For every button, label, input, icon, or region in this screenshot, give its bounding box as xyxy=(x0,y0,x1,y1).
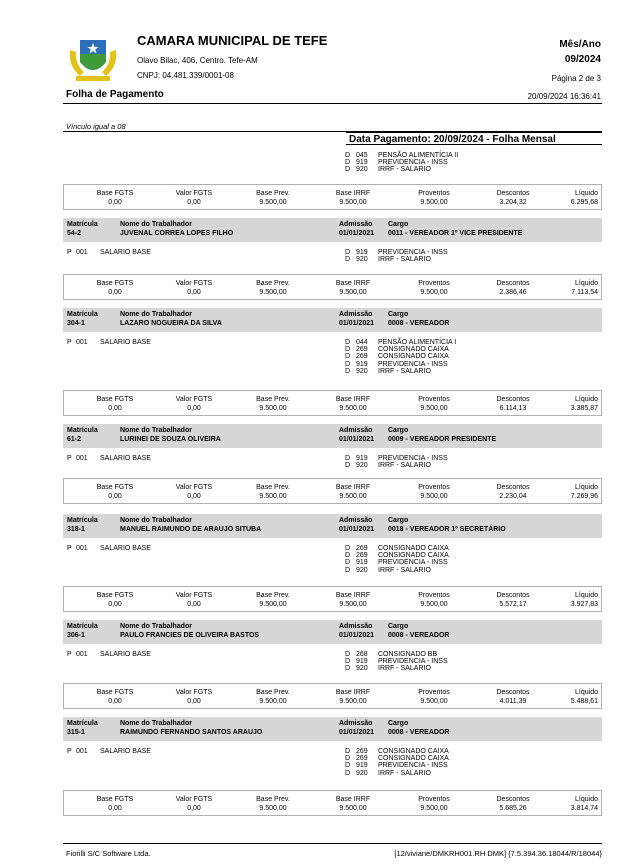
totals-label-base-irrf: Base IRRF xyxy=(335,280,371,287)
totals-box xyxy=(63,390,602,416)
totals-label-proventos: Proventos xyxy=(418,190,450,197)
totals-box xyxy=(63,184,602,210)
event-type: D xyxy=(345,166,351,174)
totals-label-valor-fgts: Valor FGTS xyxy=(175,396,213,403)
totals-label-base-fgts: Base FGTS xyxy=(96,190,134,197)
totals-value-base-prev: 9.500,00 xyxy=(259,289,287,296)
totals-value-base-fgts: 0,00 xyxy=(108,405,122,412)
event-code: 920 xyxy=(356,566,368,574)
employee-matricula: 315-1 xyxy=(67,729,85,736)
event-description: CONSIGNADO CAIXA xyxy=(378,755,449,763)
totals-value-descontos: 5.572,17 xyxy=(499,601,527,608)
employee-header xyxy=(63,424,602,448)
employee-header xyxy=(63,308,602,332)
employee-name: MANUEL RAIMUNDO DE ARAUJO SITUBA xyxy=(120,526,262,533)
employee-matricula: 318-1 xyxy=(67,526,85,533)
event-description: IRRF - SALARIO xyxy=(378,769,431,777)
totals-label-descontos: Descontos xyxy=(496,396,530,403)
employee-matricula: 54-2 xyxy=(67,230,82,237)
totals-value-base-fgts: 0,00 xyxy=(108,199,122,206)
totals-label-descontos: Descontos xyxy=(496,190,530,197)
event-description: IRRF - SALARIO xyxy=(378,665,431,673)
matricula-label: Matrícula xyxy=(67,427,98,434)
event-type: D xyxy=(345,748,351,755)
totals-value-base-prev: 9.500,00 xyxy=(259,199,287,206)
event-type: D xyxy=(345,559,351,567)
provento-code: 001 xyxy=(76,748,88,755)
totals-label-descontos: Descontos xyxy=(496,796,530,803)
totals-value-base-irrf: 9.500,00 xyxy=(339,601,367,608)
event-code: 269 xyxy=(356,353,368,361)
event-description: CONSIGNADO CAIXA xyxy=(378,346,449,354)
totals-label-base-irrf: Base IRRF xyxy=(335,484,371,491)
provento-description: SALARIO BASE xyxy=(100,455,151,462)
totals-label-base-prev: Base Prev. xyxy=(256,484,290,491)
totals-label-base-prev: Base Prev. xyxy=(256,592,290,599)
event-type: D xyxy=(345,665,351,673)
totals-label-liquido: Líquido xyxy=(575,190,598,197)
event-code: 920 xyxy=(356,462,368,470)
totals-label-liquido: Líquido xyxy=(575,796,598,803)
totals-value-valor-fgts: 0,00 xyxy=(187,493,201,500)
event-description: CONSIGNADO CAIXA xyxy=(378,545,449,552)
footer-divider xyxy=(63,843,602,844)
totals-value-base-irrf: 9.500,00 xyxy=(339,289,367,296)
totals-value-proventos: 9.500,00 xyxy=(420,405,448,412)
totals-label-descontos: Descontos xyxy=(496,280,530,287)
totals-value-base-irrf: 9.500,00 xyxy=(339,405,367,412)
event-description: IRRF - SALARIO xyxy=(378,462,431,470)
matricula-label: Matrícula xyxy=(67,311,98,318)
event-description: PREVIDENCIA - INSS xyxy=(378,762,448,770)
totals-value-valor-fgts: 0,00 xyxy=(187,405,201,412)
totals-value-base-prev: 9.500,00 xyxy=(259,493,287,500)
employee-cargo: 0008 - VEREADOR xyxy=(388,632,450,639)
event-code: 269 xyxy=(356,552,368,560)
employee-matricula: 306-1 xyxy=(67,632,85,639)
totals-label-valor-fgts: Valor FGTS xyxy=(175,484,213,491)
totals-value-base-prev: 9.500,00 xyxy=(259,601,287,608)
totals-value-proventos: 9.500,00 xyxy=(420,289,448,296)
totals-value-valor-fgts: 0,00 xyxy=(187,698,201,705)
event-code: 920 xyxy=(356,166,368,174)
totals-label-proventos: Proventos xyxy=(418,396,450,403)
totals-label-valor-fgts: Valor FGTS xyxy=(175,280,213,287)
totals-value-base-fgts: 0,00 xyxy=(108,698,122,705)
provento-description: SALARIO BASE xyxy=(100,545,151,552)
period-label: Mês/Ano xyxy=(559,39,601,50)
event-type: D xyxy=(345,552,351,560)
employee-cargo: 0009 - VEREADOR PRESIDENTE xyxy=(388,436,497,443)
event-type: D xyxy=(345,339,351,346)
vinculo-filter: Vínculo igual a 08 xyxy=(66,122,126,131)
event-description: CONSIGNADO CAIXA xyxy=(378,353,449,361)
totals-value-liquido: 3.927,83 xyxy=(570,601,598,608)
totals-label-valor-fgts: Valor FGTS xyxy=(175,190,213,197)
totals-label-proventos: Proventos xyxy=(418,592,450,599)
totals-value-base-fgts: 0,00 xyxy=(108,805,122,812)
totals-value-proventos: 9.500,00 xyxy=(420,199,448,206)
event-code: 044 xyxy=(356,339,368,346)
event-code: 919 xyxy=(356,249,368,256)
employee-header xyxy=(63,620,602,644)
totals-label-base-fgts: Base FGTS xyxy=(96,592,134,599)
totals-value-base-irrf: 9.500,00 xyxy=(339,698,367,705)
totals-value-base-prev: 9.500,00 xyxy=(259,698,287,705)
employee-matricula: 304-1 xyxy=(67,320,85,327)
totals-value-liquido: 6.295,68 xyxy=(570,199,598,206)
event-description: IRRF - SALARIO xyxy=(378,256,431,264)
totals-label-liquido: Líquido xyxy=(575,592,598,599)
totals-label-valor-fgts: Valor FGTS xyxy=(175,592,213,599)
employee-cargo: 0008 - VEREADOR xyxy=(388,320,450,327)
totals-label-liquido: Líquido xyxy=(575,280,598,287)
event-code: 269 xyxy=(356,545,368,552)
employee-cargo: 0018 - VEREADOR 1º SECRETÁRIO xyxy=(388,526,506,533)
totals-label-valor-fgts: Valor FGTS xyxy=(175,796,213,803)
totals-value-base-irrf: 9.500,00 xyxy=(339,493,367,500)
event-type: D xyxy=(345,545,351,552)
event-type: D xyxy=(345,651,351,658)
provento-code: 001 xyxy=(76,339,88,346)
totals-label-base-irrf: Base IRRF xyxy=(335,689,371,696)
event-description: PREVIDENCIA - INSS xyxy=(378,159,448,167)
provento-type: P xyxy=(67,545,72,552)
totals-value-valor-fgts: 0,00 xyxy=(187,199,201,206)
organization-cnpj: CNPJ: 04.481.339/0001-08 xyxy=(137,71,234,80)
cargo-label: Cargo xyxy=(388,517,409,524)
employee-admission-date: 01/01/2021 xyxy=(339,320,375,327)
event-description: CONSIGNADO BB xyxy=(378,651,438,658)
totals-label-descontos: Descontos xyxy=(496,592,530,599)
event-type: D xyxy=(345,769,351,777)
employee-admission-date: 01/01/2021 xyxy=(339,526,375,533)
provento-description: SALARIO BASE xyxy=(100,748,151,755)
totals-value-liquido: 5.488,61 xyxy=(570,698,598,705)
cargo-label: Cargo xyxy=(388,311,409,318)
nome-label: Nome do Trabalhador xyxy=(120,427,192,434)
provento-description: SALARIO BASE xyxy=(100,249,151,256)
event-code: 919 xyxy=(356,559,368,567)
period-value: 09/2024 xyxy=(564,54,601,65)
provento-code: 001 xyxy=(76,545,88,552)
admissao-label: Admissão xyxy=(339,311,373,318)
event-type: D xyxy=(345,566,351,574)
organization-name: CAMARA MUNICIPAL DE TEFE xyxy=(137,33,328,48)
event-type: D xyxy=(345,367,351,375)
totals-box xyxy=(63,274,602,300)
totals-value-liquido: 3.814,74 xyxy=(570,805,598,812)
totals-box xyxy=(63,478,602,504)
nome-label: Nome do Trabalhador xyxy=(120,311,192,318)
event-description: PREVIDENCIA - INSS xyxy=(378,559,448,567)
employee-cargo: 0011 - VEREADOR 1º VICE PRESIDENTE xyxy=(388,230,523,237)
organization-address: Olavo Bilac, 406, Centro. Tefe-AM xyxy=(137,56,258,65)
totals-label-base-prev: Base Prev. xyxy=(256,796,290,803)
event-code: 269 xyxy=(356,755,368,763)
nome-label: Nome do Trabalhador xyxy=(120,517,192,524)
event-type: D xyxy=(345,762,351,770)
totals-value-proventos: 9.500,00 xyxy=(420,601,448,608)
footer-software: Fiorilli S/C Software Ltda. xyxy=(66,849,151,858)
totals-label-proventos: Proventos xyxy=(418,689,450,696)
employee-admission-date: 01/01/2021 xyxy=(339,632,375,639)
event-description: IRRF - SALARIO xyxy=(378,367,431,375)
totals-label-base-irrf: Base IRRF xyxy=(335,592,371,599)
event-code: 920 xyxy=(356,769,368,777)
totals-box xyxy=(63,790,602,816)
totals-value-valor-fgts: 0,00 xyxy=(187,805,201,812)
totals-value-liquido: 7.113,54 xyxy=(571,289,598,296)
provento-type: P xyxy=(67,651,72,658)
employee-admission-date: 01/01/2021 xyxy=(339,230,375,237)
event-type: D xyxy=(345,455,351,462)
totals-label-base-fgts: Base FGTS xyxy=(96,796,134,803)
event-code: 268 xyxy=(356,651,368,658)
totals-label-base-fgts: Base FGTS xyxy=(96,484,134,491)
employee-matricula: 61-2 xyxy=(67,436,82,443)
payment-date-header: Data Pagamento: 20/09/2024 - Folha Mensal xyxy=(346,132,602,145)
provento-code: 001 xyxy=(76,455,88,462)
matricula-label: Matrícula xyxy=(67,623,98,630)
event-type: D xyxy=(345,658,351,666)
employee-name: LAZARO NOGUEIRA DA SILVA xyxy=(120,320,222,327)
event-code: 919 xyxy=(356,455,368,462)
totals-value-valor-fgts: 0,00 xyxy=(187,289,201,296)
event-code: 045 xyxy=(356,152,368,159)
admissao-label: Admissão xyxy=(339,221,373,228)
totals-value-base-irrf: 9.500,00 xyxy=(339,805,367,812)
event-code: 919 xyxy=(356,762,368,770)
event-code: 920 xyxy=(356,665,368,673)
totals-value-proventos: 9.500,00 xyxy=(420,698,448,705)
event-description: PREVIDENCIA - INSS xyxy=(378,455,448,462)
provento-type: P xyxy=(67,455,72,462)
nome-label: Nome do Trabalhador xyxy=(120,623,192,630)
totals-value-base-irrf: 9.500,00 xyxy=(339,199,367,206)
event-description: PREVIDENCIA - INSS xyxy=(378,360,448,368)
totals-value-liquido: 7.269,96 xyxy=(570,493,598,500)
event-type: D xyxy=(345,249,351,256)
cargo-label: Cargo xyxy=(388,720,409,727)
event-description: PENSÃO ALIMENTÍCIA II xyxy=(378,152,459,159)
matricula-label: Matrícula xyxy=(67,221,98,228)
provento-type: P xyxy=(67,748,72,755)
event-code: 919 xyxy=(356,658,368,666)
coat-of-arms-logo xyxy=(66,36,120,84)
totals-label-base-prev: Base Prev. xyxy=(256,280,290,287)
event-description: PREVIDENCIA - INSS xyxy=(378,658,448,666)
totals-value-base-fgts: 0,00 xyxy=(108,601,122,608)
totals-label-valor-fgts: Valor FGTS xyxy=(175,689,213,696)
event-type: D xyxy=(345,256,351,264)
event-code: 919 xyxy=(356,159,368,167)
totals-box xyxy=(63,683,602,709)
event-description: CONSIGNADO CAIXA xyxy=(378,552,449,560)
totals-value-base-prev: 9.500,00 xyxy=(259,805,287,812)
event-type: D xyxy=(345,755,351,763)
event-code: 920 xyxy=(356,367,368,375)
provento-code: 001 xyxy=(76,249,88,256)
admissao-label: Admissão xyxy=(339,623,373,630)
event-code: 920 xyxy=(356,256,368,264)
totals-label-base-fgts: Base FGTS xyxy=(96,280,134,287)
totals-box xyxy=(63,586,602,612)
totals-label-base-irrf: Base IRRF xyxy=(335,190,371,197)
totals-value-descontos: 2.230,04 xyxy=(499,493,527,500)
event-code: 919 xyxy=(356,360,368,368)
event-type: D xyxy=(345,346,351,354)
event-description: CONSIGNADO CAIXA xyxy=(378,748,449,755)
totals-value-proventos: 9.500,00 xyxy=(420,805,448,812)
totals-label-descontos: Descontos xyxy=(496,484,530,491)
totals-value-descontos: 6.114,13 xyxy=(499,405,527,412)
totals-label-liquido: Líquido xyxy=(575,396,598,403)
totals-value-liquido: 3.385,87 xyxy=(570,405,598,412)
totals-label-liquido: Líquido xyxy=(575,689,598,696)
nome-label: Nome do Trabalhador xyxy=(120,720,192,727)
totals-label-base-prev: Base Prev. xyxy=(256,190,290,197)
employee-name: LURINEI DE SOUZA OLIVEIRA xyxy=(120,436,221,443)
event-code: 269 xyxy=(356,748,368,755)
event-type: D xyxy=(345,353,351,361)
event-description: PENSÃO ALIMENTÍCIA I xyxy=(378,339,457,346)
report-header xyxy=(0,0,635,120)
event-type: D xyxy=(345,152,351,159)
provento-type: P xyxy=(67,249,72,256)
event-type: D xyxy=(345,159,351,167)
event-type: D xyxy=(345,462,351,470)
employee-header xyxy=(63,717,602,741)
employee-header xyxy=(63,218,602,242)
totals-value-descontos: 5.685,26 xyxy=(499,805,527,812)
event-code: 269 xyxy=(356,346,368,354)
employee-header xyxy=(63,514,602,538)
event-description: IRRF - SALARIO xyxy=(378,566,431,574)
totals-value-proventos: 9.500,00 xyxy=(420,493,448,500)
cargo-label: Cargo xyxy=(388,221,409,228)
totals-label-base-irrf: Base IRRF xyxy=(335,396,371,403)
cargo-label: Cargo xyxy=(388,427,409,434)
cargo-label: Cargo xyxy=(388,623,409,630)
admissao-label: Admissão xyxy=(339,427,373,434)
print-timestamp: 20/09/2024 16:36:41 xyxy=(527,92,601,101)
totals-label-base-irrf: Base IRRF xyxy=(335,796,371,803)
provento-description: SALARIO BASE xyxy=(100,339,151,346)
employee-name: JUVENAL CORREA LOPES FILHO xyxy=(120,230,234,237)
employee-name: PAULO FRANCIES DE OLIVEIRA BASTOS xyxy=(120,632,260,639)
totals-value-valor-fgts: 0,00 xyxy=(187,601,201,608)
totals-label-descontos: Descontos xyxy=(496,689,530,696)
totals-label-proventos: Proventos xyxy=(418,484,450,491)
employee-cargo: 0008 - VEREADOR xyxy=(388,729,450,736)
totals-label-base-prev: Base Prev. xyxy=(256,689,290,696)
totals-value-descontos: 4.011,39 xyxy=(499,698,527,705)
event-description: IRRF - SALARIO xyxy=(378,166,431,174)
page-number: Página 2 de 3 xyxy=(551,74,601,83)
provento-code: 001 xyxy=(76,651,88,658)
totals-value-base-fgts: 0,00 xyxy=(108,493,122,500)
totals-value-base-prev: 9.500,00 xyxy=(259,405,287,412)
totals-label-proventos: Proventos xyxy=(418,796,450,803)
provento-description: SALARIO BASE xyxy=(100,651,151,658)
employee-name: RAIMUNDO FERNANDO SANTOS ARAUJO xyxy=(120,729,263,736)
event-type: D xyxy=(345,360,351,368)
footer-reference: [12/viviane/DMKRH001.RH DMK] {7.5.394.36.18044/R/18044} xyxy=(394,849,602,858)
employee-admission-date: 01/01/2021 xyxy=(339,729,375,736)
event-description: PREVIDENCIA - INSS xyxy=(378,249,448,256)
totals-label-base-fgts: Base FGTS xyxy=(96,689,134,696)
totals-label-liquido: Líquido xyxy=(575,484,598,491)
totals-label-proventos: Proventos xyxy=(418,280,450,287)
employee-admission-date: 01/01/2021 xyxy=(339,436,375,443)
admissao-label: Admissão xyxy=(339,720,373,727)
admissao-label: Admissão xyxy=(339,517,373,524)
matricula-label: Matrícula xyxy=(67,720,98,727)
totals-value-descontos: 2.386,46 xyxy=(499,289,527,296)
matricula-label: Matrícula xyxy=(67,517,98,524)
nome-label: Nome do Trabalhador xyxy=(120,221,192,228)
totals-value-descontos: 3.204,32 xyxy=(499,199,527,206)
totals-label-base-fgts: Base FGTS xyxy=(96,396,134,403)
document-title: Folha de Pagamento xyxy=(66,89,164,100)
provento-type: P xyxy=(67,339,72,346)
totals-value-base-fgts: 0,00 xyxy=(108,289,122,296)
totals-label-base-prev: Base Prev. xyxy=(256,396,290,403)
header-divider xyxy=(63,103,602,104)
